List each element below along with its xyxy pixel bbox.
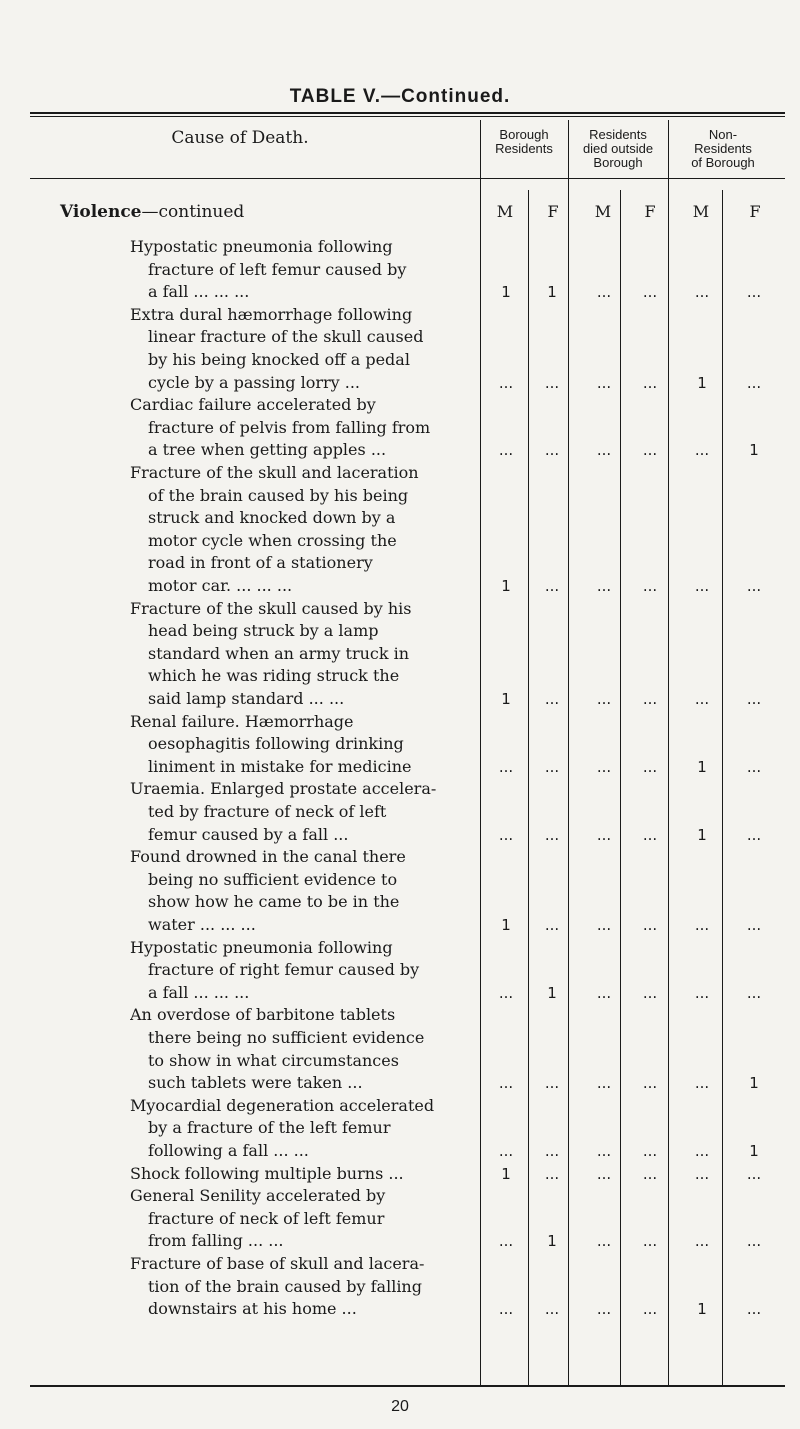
value-cell: ... [498,1300,514,1319]
cause-line: fracture of left femur caused by [148,259,407,279]
cause-line: Fracture of the skull and laceration [130,463,419,482]
value-cell: ... [746,690,762,708]
page-number: 20 [391,1398,409,1415]
cause-line: fracture of neck of left femur [148,1208,385,1228]
value-cell: ... [694,1164,710,1183]
value-cell: ... [694,1142,710,1160]
value-cell: ... [694,1074,710,1093]
header-borough-residents [480,128,568,156]
sex-header: F [547,202,559,221]
cause-line: of the brain caused by his being [148,485,409,505]
cause-line: ted by fracture of neck of left [148,801,387,821]
value-cell: 1 [697,757,707,776]
header-line: of Borough [691,155,755,170]
cause-entry [130,846,468,936]
cause-line: Myocardial degeneration accelerated [130,1095,435,1115]
value-cell: 1 [501,690,511,708]
cause-line: by his being knocked off a pedal [148,349,410,369]
value-cell: ... [746,1164,762,1183]
value-cell: ... [746,983,762,1002]
cause-line: a fall ... ... ... [148,982,250,1002]
cause-entry [130,711,468,779]
cause-entry [130,1095,468,1163]
cause-line: which he was riding struck the [148,666,400,686]
value-cell: ... [544,757,560,776]
value-cell: 1 [749,1074,759,1093]
header-died-outside [568,128,668,170]
value-cell: 1 [547,1232,557,1251]
header-cause: Cause of Death. [171,128,309,148]
table-title: TABLE V.—Continued. [289,86,511,107]
value-cell: ... [694,441,710,460]
value-cell: ... [746,757,762,776]
value-cell: ... [746,373,762,392]
cause-line: from falling ... ... [148,1231,284,1251]
sex-header: M [496,202,514,221]
cause-line: Uraemia. Enlarged prostate accelera- [130,779,437,799]
value-cell: ... [642,441,658,460]
cause-entry [130,778,468,846]
value-cell: ... [544,1300,560,1319]
value-cell: ... [642,825,658,844]
cause-line: fracture of right femur caused by [148,960,420,980]
value-cell: ... [642,757,658,776]
value-cell: ... [498,1074,514,1093]
value-cell: ... [498,825,514,844]
column-divider [568,120,569,1385]
cause-line: linear fracture of the skull caused [148,327,424,347]
cause-entry [130,462,468,598]
value-cell: ... [596,373,612,392]
value-cell: ... [544,825,560,844]
cause-line: there being no sufficient evidence [148,1027,425,1047]
cause-line: oesophagitis following drinking [148,734,404,754]
header-rule [30,178,785,179]
cause-entry [130,937,468,1005]
value-cell: ... [694,690,710,708]
sex-header: F [644,202,656,221]
cause-line: motor car. ... ... ... [148,575,293,595]
value-cell: ... [544,690,560,708]
column-divider [668,120,669,1385]
header-line: Residents [694,141,752,156]
value-cell: ... [746,825,762,844]
value-cell: ... [596,1300,612,1319]
value-cell: 1 [697,825,707,844]
cause-line: Renal failure. Hæmorrhage [130,711,354,731]
value-cell: ... [498,441,514,460]
value-cell: ... [746,283,762,302]
value-cell: ... [694,283,710,302]
cause-line: water ... ... ... [148,914,256,934]
value-cell: ... [544,441,560,460]
cause-entry [130,1253,468,1321]
value-cell: 1 [501,916,511,934]
value-cell: ... [746,577,762,595]
value-cell: ... [596,1232,612,1251]
cause-line: downstairs at his home ... [148,1299,357,1319]
cause-line: An overdose of barbitone tablets [130,1005,396,1025]
cause-entry [130,598,468,711]
value-cell: ... [642,1142,658,1160]
cause-entry [130,1185,468,1253]
value-cell: ... [746,916,762,934]
value-cell: ... [596,283,612,302]
cause-line: following a fall ... ... [148,1140,309,1160]
value-cell: ... [596,983,612,1002]
value-cell: ... [544,1074,560,1093]
value-cell: 1 [697,1300,707,1319]
title-rule [30,112,785,114]
section-heading [60,202,244,222]
value-cell: ... [642,690,658,708]
cause-line: struck and knocked down by a [148,508,396,528]
cause-entry [130,394,468,462]
cause-line: motor cycle when crossing the [148,530,397,550]
value-cell: ... [596,690,612,708]
cause-line: cycle by a passing lorry ... [148,372,361,392]
header-line: Borough [593,155,643,170]
cause-line: said lamp standard ... ... [148,688,345,708]
value-cell: ... [642,1232,658,1251]
cause-line: a tree when getting apples ... [148,440,387,460]
cause-line: road in front of a stationery [148,553,373,573]
cause-line: General Senility accelerated by [130,1186,386,1206]
value-cell: 1 [547,983,557,1002]
value-cell: ... [596,1142,612,1160]
value-cell: ... [694,983,710,1002]
header-non-residents [668,128,778,170]
value-cell: ... [694,1232,710,1251]
value-cell: ... [544,1164,560,1183]
value-cell: ... [596,441,612,460]
cause-line: Fracture of the skull caused by his [130,598,412,618]
value-cell: ... [642,1074,658,1093]
title-rule-thin [30,116,785,117]
value-cell: 1 [501,577,511,595]
column-divider [620,190,621,1385]
sex-header: M [594,202,612,221]
cause-entry [130,1004,468,1094]
cause-line: Hypostatic pneumonia following [130,237,393,256]
cause-line: Shock following multiple burns ... [130,1163,404,1183]
value-cell: 1 [547,283,557,302]
value-cell: ... [642,916,658,934]
cause-line: liniment in mistake for medicine [148,756,412,776]
header-line: Residents [589,127,647,142]
value-cell: ... [642,373,658,392]
section-bold: Violence [60,202,142,222]
cause-line: Fracture of base of skull and lacera- [130,1254,425,1273]
value-cell: ... [694,916,710,934]
value-cell: ... [498,373,514,392]
cause-line: Hypostatic pneumonia following [130,937,393,957]
cause-line: to show in what circumstances [148,1050,399,1070]
cause-entry [130,236,468,304]
value-cell: ... [596,916,612,934]
value-cell: ... [596,577,612,595]
bottom-rule [30,1385,785,1387]
value-cell: ... [642,283,658,302]
value-cell: ... [694,577,710,595]
cause-line: by a fracture of the left femur [148,1118,391,1138]
header-line: Non- [708,127,738,142]
header-line: Residents [495,141,553,156]
value-cell: 1 [749,1142,759,1160]
value-cell: ... [642,577,658,595]
column-divider [528,190,529,1385]
header-line: died outside [582,141,654,156]
cause-line: standard when an army truck in [148,643,410,663]
value-cell: ... [544,373,560,392]
value-cell: ... [642,1164,658,1183]
cause-line: such tablets were taken ... [148,1073,363,1093]
sex-header: F [749,202,761,221]
cause-line: Extra dural hæmorrhage following [130,304,413,324]
cause-line: tion of the brain caused by falling [148,1276,422,1296]
section-rest: —continued [141,202,245,222]
sex-header: M [692,202,710,221]
cause-line: Cardiac failure accelerated by [130,395,376,415]
cause-line: a fall ... ... ... [148,282,250,302]
value-cell: ... [642,1300,658,1319]
column-divider [480,120,481,1385]
value-cell: 1 [501,283,511,302]
value-cell: ... [746,1232,762,1251]
cause-entry [130,1163,468,1186]
value-cell: ... [544,916,560,934]
column-divider [722,190,723,1385]
value-cell: ... [596,1074,612,1093]
value-cell: ... [498,1232,514,1251]
cause-line: Found drowned in the canal there [130,847,406,867]
value-cell: 1 [749,441,759,460]
value-cell: ... [498,983,514,1002]
cause-line: being no sufficient evidence to [148,869,398,889]
value-cell: ... [498,1142,514,1160]
value-cell: ... [596,825,612,844]
value-cell: 1 [697,373,707,392]
value-cell: ... [642,983,658,1002]
cause-line: head being struck by a lamp [148,621,379,641]
value-cell: ... [746,1300,762,1319]
cause-line: show how he came to be in the [148,892,400,912]
header-line: Borough [499,127,549,142]
value-cell: ... [498,757,514,776]
value-cell: ... [544,577,560,595]
value-cell: ... [596,757,612,776]
value-cell: ... [544,1142,560,1160]
value-cell: ... [596,1164,612,1183]
value-cell: 1 [501,1164,511,1183]
cause-entry [130,304,468,394]
cause-line: femur caused by a fall ... [148,824,349,844]
cause-line: fracture of pelvis from falling from [148,417,431,437]
